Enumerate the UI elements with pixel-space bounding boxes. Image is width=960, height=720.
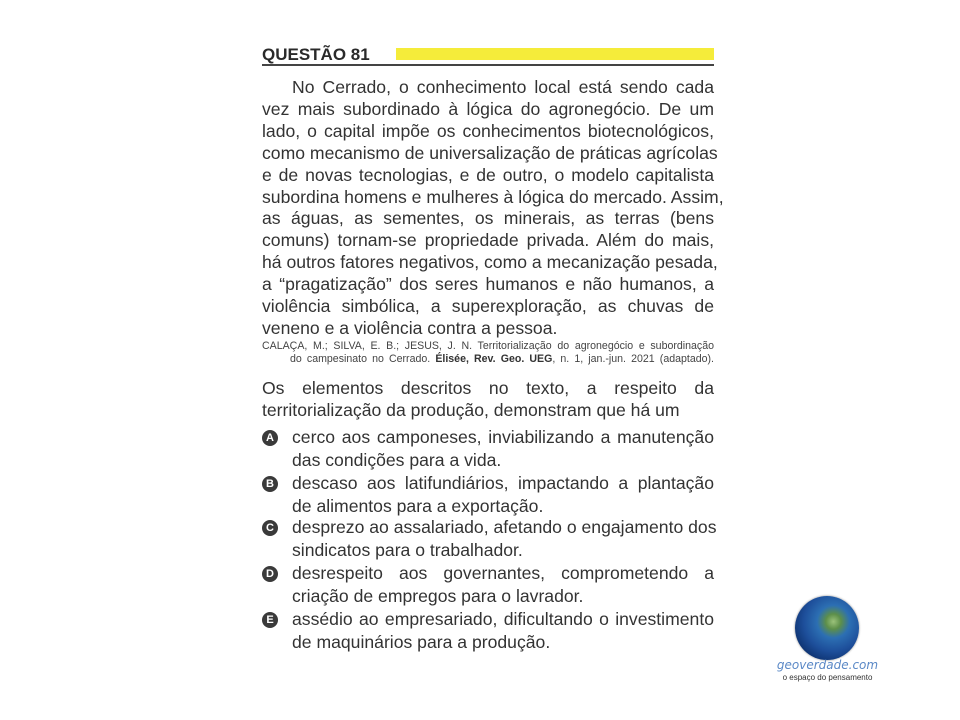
option-text-line: das condições para a vida. <box>292 449 502 470</box>
passage-line: vez mais subordinado à lógica do agronegócio. De um <box>262 98 714 119</box>
option-text-line: sindicatos para o trabalhador. <box>292 539 523 560</box>
passage-line: as águas, as sementes, os minerais, as terras (bens <box>262 208 714 229</box>
option-letter-badge: C <box>262 520 278 536</box>
option-text-line: cerco aos camponeses, inviabilizando a manutenção <box>292 427 714 447</box>
passage-line: violência simbólica, a superexploração, as chuvas de <box>262 296 714 316</box>
passage-line: subordina homens e mulheres à lógica do mercado. Assim, <box>262 186 724 207</box>
option-text-line: criação de empregos para o lavrador. <box>292 585 584 606</box>
logo-name: geoverdade.com <box>776 658 879 672</box>
passage-line: lado, o capital impõe os conhecimentos biotecnológicos, <box>262 120 714 141</box>
passage-line: comuns) tornam-se propriedade privada. Além do mais, <box>262 230 714 251</box>
option-text-line: desrespeito aos governantes, comprometendo a <box>292 563 714 583</box>
passage-line: veneno e a violência contra a pessoa. <box>262 317 558 338</box>
option-letter-badge: D <box>262 566 278 582</box>
globe-logo-icon <box>795 596 859 660</box>
question-title: QUESTÃO 81 <box>262 45 370 64</box>
option-letter-badge: E <box>262 612 278 628</box>
option-text-line: descaso aos latifundiários, impactando a plantação <box>292 473 714 493</box>
header-rule <box>262 64 714 66</box>
question-header <box>262 44 714 66</box>
option-text-line: de maquinários para a produção. <box>292 631 551 652</box>
stem-line: territorialização da produção, demonstram que há um <box>262 400 680 420</box>
option-letter-badge: A <box>262 430 278 446</box>
passage-line: No Cerrado, o conhecimento local está sendo cada <box>292 77 714 97</box>
highlight-bar <box>396 48 714 60</box>
logo-tagline: o espaço do pensamento <box>782 673 873 682</box>
option-text-line: assédio ao empresariado, dificultando o investimento <box>292 609 714 629</box>
citation-line-1: CALAÇA, M.; SILVA, E. B.; JESUS, J. N. Territorialização do agronegócio e subordinação <box>262 340 714 352</box>
stem-line: Os elementos descritos no texto, a respeito da <box>262 378 714 398</box>
option-text-line: de alimentos para a exportação. <box>292 495 544 516</box>
option-text-line: desprezo ao assalariado, afetando o engajamento dos <box>292 517 717 537</box>
option-letter-badge: B <box>262 476 278 492</box>
passage-line: como mecanismo de universalização de práticas agrícolas <box>262 142 718 163</box>
passage-line: há outros fatores negativos, como a mecanização pesada, <box>262 252 718 273</box>
citation-line-2: do campesinato no Cerrado. Élisée, Rev. Geo. UEG, n. 1, jan.-jun. 2021 (adaptado). <box>290 353 714 365</box>
passage-line: a “pragatização” dos seres humanos e não humanos, a <box>262 274 714 295</box>
passage-line: e de novas tecnologias, e de outro, o modelo capitalista <box>262 164 714 185</box>
